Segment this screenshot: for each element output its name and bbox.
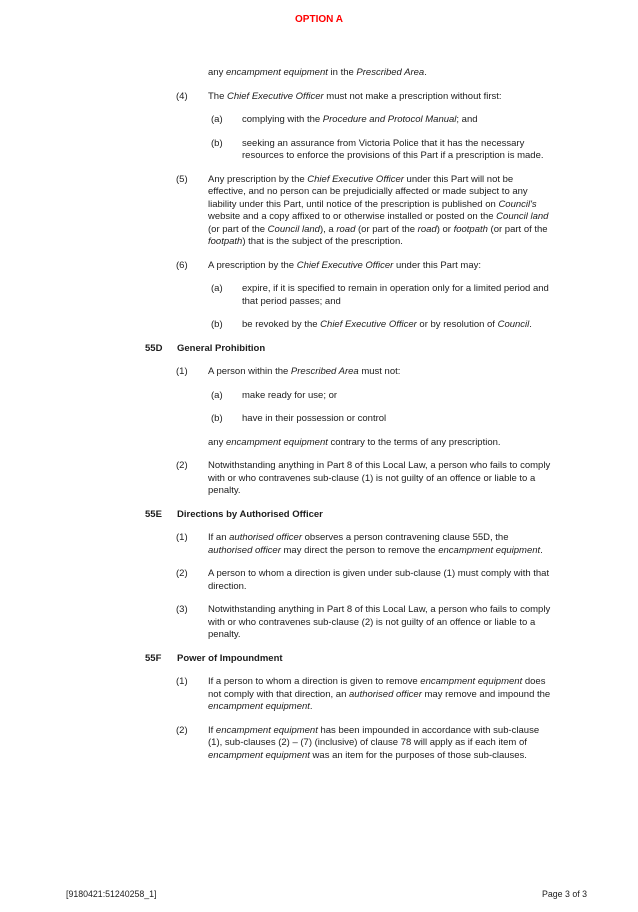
clause-6 (176, 260, 553, 273)
clause-text: If encampment equipment has been impounded in accordance with sub-clause (1), sub-clauses (2) – (7) (inclusive) of clause 78 will apply as if each item of encampment equipment was an item for the purposes of those sub-clauses. (208, 724, 540, 761)
clause-6b (211, 319, 553, 332)
subclause-letter: (a) (211, 114, 223, 125)
option-title: OPTION A (295, 14, 343, 25)
clause-55d-1 (176, 366, 553, 379)
clause-number: (2) (176, 460, 188, 471)
subclause-text: make ready for use; or (242, 389, 338, 401)
clause-number: (3) (176, 604, 188, 615)
document-body (145, 67, 553, 762)
section-title: General Prohibition (177, 342, 266, 354)
page-number: Page 3 of 3 (542, 889, 587, 899)
clause-55d-1b (211, 413, 553, 426)
clause-text: If a person to whom a direction is given to remove encampment equipment does not comply with that direction, an authorised officer may remove and impound the encampment equipment. (208, 676, 551, 712)
clause-5 (176, 174, 553, 249)
clause-55e-3 (176, 604, 553, 642)
clause-number: (1) (176, 366, 188, 377)
clause-4b (211, 138, 553, 163)
clause-55d-1-tail: any encampment equipment contrary to the terms of any prescription. (208, 436, 501, 448)
subclause-text: complying with the Procedure and Protocol Manual; and (242, 114, 478, 125)
clause-number: (2) (176, 724, 188, 736)
doc-header (0, 13, 638, 26)
clause-number: (1) (176, 676, 188, 687)
section-number: 55D (145, 342, 163, 354)
clause-4 (176, 91, 553, 104)
clause-55d-1a (211, 390, 553, 403)
section-number: 55F (145, 652, 162, 664)
clause-number: (6) (176, 259, 188, 271)
doc-reference: [9180421:51240258_1] (66, 889, 157, 899)
clause-text: A person to whom a direction is given under sub-clause (1) must comply with that direction. (208, 568, 550, 592)
clause-number: (1) (176, 532, 188, 543)
clause-55d-2 (176, 460, 553, 498)
subclause-letter: (b) (211, 319, 223, 330)
section-heading-55e (145, 509, 553, 522)
clause-55e-2 (176, 568, 553, 593)
clause-text: Notwithstanding anything in Part 8 of this Local Law, a person who fails to comply with or who contravenes sub-clause (2) is not guilty of an offence or liable to a penalty. (208, 604, 551, 640)
section-heading-55d (145, 343, 553, 356)
clause-number: (2) (176, 568, 188, 579)
intro-continuation-text: any encampment equipment in the Prescribed Area. (208, 67, 427, 78)
subclause-letter: (b) (211, 137, 223, 149)
clause-text: A person within the Prescribed Area must not: (208, 366, 401, 377)
clause-4a (211, 114, 553, 127)
clause-text: A prescription by the Chief Executive Officer under this Part may: (208, 259, 481, 271)
section-title: Power of Impoundment (177, 652, 283, 664)
section-heading-55f (145, 653, 553, 666)
page-footer (66, 889, 587, 900)
subclause-text: have in their possession or control (242, 413, 387, 424)
clause-number: (4) (176, 90, 188, 102)
subclause-letter: (a) (211, 389, 223, 401)
subclause-letter: (a) (211, 283, 223, 294)
clause-55f-2 (176, 725, 553, 763)
clause-text: If an authorised officer observes a person contravening clause 55D, the authorised officer may direct the person to remove the encampment equipment. (208, 532, 543, 556)
clause-text: The Chief Executive Officer must not make a prescription without first: (208, 90, 502, 102)
clause-text: Notwithstanding anything in Part 8 of this Local Law, a person who fails to comply with or who contravenes sub-clause (1) is not guilty of an offence or liable to a penalty. (208, 460, 551, 496)
clause-55f-1 (176, 676, 553, 714)
subclause-text: be revoked by the Chief Executive Officer or by resolution of Council. (242, 319, 532, 330)
clause-number: (5) (176, 173, 188, 185)
section-title: Directions by Authorised Officer (177, 508, 323, 520)
subclause-text: seeking an assurance from Victoria Police that it has the necessary resources to enforce the provisions of this Part if a prescription is made. (242, 137, 544, 161)
section-number: 55E (145, 508, 162, 520)
subclause-text: expire, if it is specified to remain in operation only for a limited period and that period passes; and (242, 283, 549, 307)
clause-6a (211, 283, 553, 308)
clause-55e-1 (176, 532, 553, 557)
clause-text: Any prescription by the Chief Executive Officer under this Part will not be effective, and no person can be prejudicially affected or made subject to any liability under this Part, until notice of the prescription is published on Council's website and a copy affixed to or otherwise installed or posted on the Council land (or part of the Council land), a road (or part of the road) or footpath (or part of the footpath) that is the subject of the prescription. (208, 173, 549, 247)
subclause-letter: (b) (211, 413, 223, 424)
